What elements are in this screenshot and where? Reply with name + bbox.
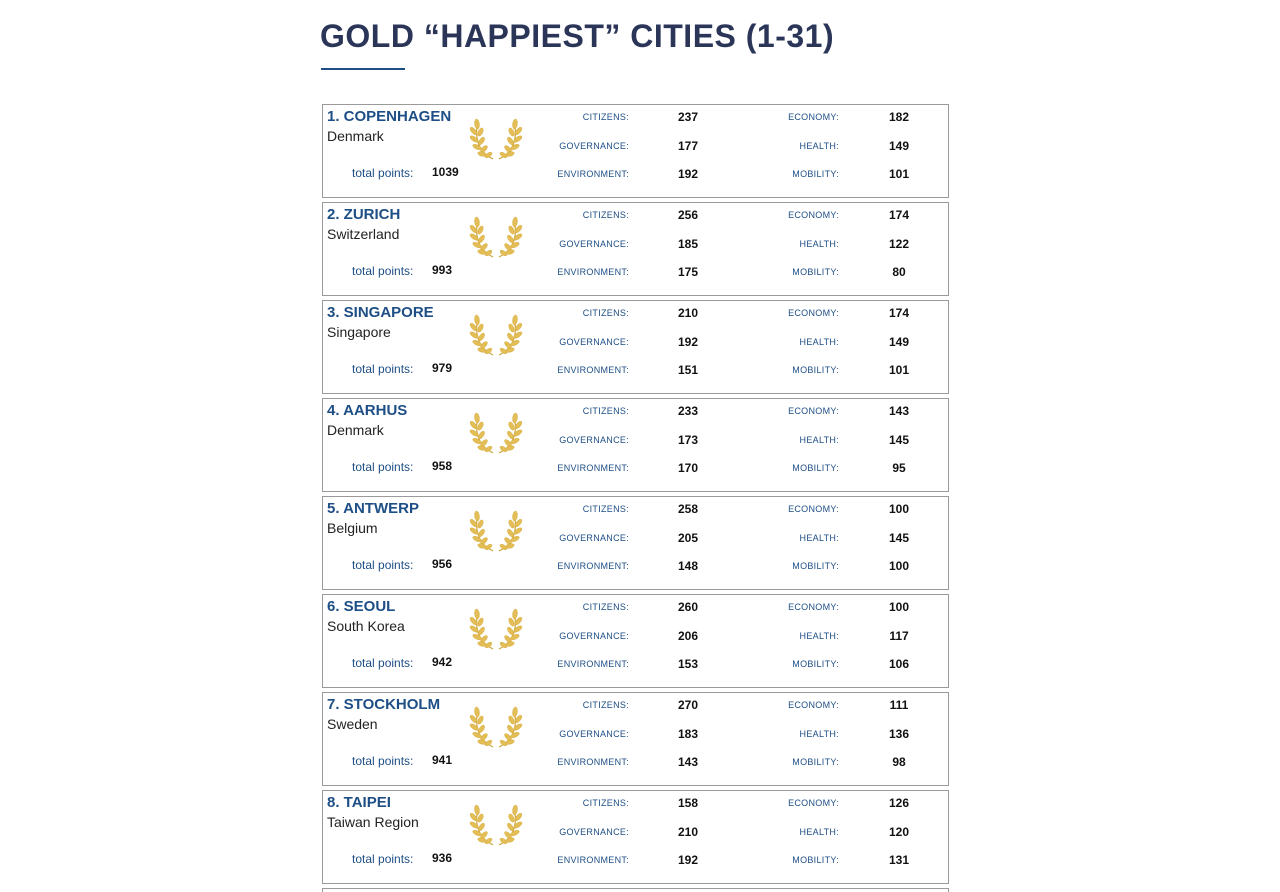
city-name: 1. COPENHAGEN bbox=[327, 108, 452, 125]
environment-value: 153 bbox=[677, 657, 699, 671]
mobility-label: MOBILITY: bbox=[792, 659, 839, 669]
economy-label: ECONOMY: bbox=[788, 700, 839, 710]
city-name: 8. TAIPEI bbox=[327, 794, 391, 811]
health-label: HEALTH: bbox=[799, 729, 839, 739]
laurel-wreath-icon bbox=[469, 309, 523, 357]
economy-value: 182 bbox=[888, 110, 910, 124]
environment-value: 175 bbox=[677, 265, 699, 279]
citizens-label: CITIZENS: bbox=[582, 700, 629, 710]
laurel-wreath-icon bbox=[469, 211, 523, 259]
laurel-wreath-icon bbox=[469, 701, 523, 749]
environment-value: 151 bbox=[677, 363, 699, 377]
health-value: 149 bbox=[888, 139, 910, 153]
total-points-value: 936 bbox=[432, 851, 453, 865]
city-card bbox=[322, 594, 949, 688]
health-label: HEALTH: bbox=[799, 435, 839, 445]
citizens-value: 237 bbox=[677, 110, 699, 124]
total-points-label: total points: bbox=[352, 558, 414, 572]
total-points-label: total points: bbox=[352, 166, 414, 180]
economy-label: ECONOMY: bbox=[788, 504, 839, 514]
citizens-value: 270 bbox=[677, 698, 699, 712]
economy-value: 143 bbox=[888, 404, 910, 418]
total-points-value: 956 bbox=[432, 557, 453, 571]
citizens-label: CITIZENS: bbox=[582, 798, 629, 808]
environment-label: ENVIRONMENT: bbox=[557, 659, 629, 669]
citizens-value: 260 bbox=[677, 600, 699, 614]
mobility-label: MOBILITY: bbox=[792, 561, 839, 571]
economy-value: 126 bbox=[888, 796, 910, 810]
governance-label: GOVERNANCE: bbox=[559, 533, 629, 543]
total-points-value: 958 bbox=[432, 459, 453, 473]
mobility-label: MOBILITY: bbox=[792, 463, 839, 473]
environment-label: ENVIRONMENT: bbox=[557, 365, 629, 375]
city-country: Switzerland bbox=[327, 226, 400, 242]
governance-label: GOVERNANCE: bbox=[559, 435, 629, 445]
mobility-value: 106 bbox=[888, 657, 910, 671]
health-value: 136 bbox=[888, 727, 910, 741]
economy-value: 174 bbox=[888, 306, 910, 320]
city-name: 5. ANTWERP bbox=[327, 500, 419, 517]
governance-value: 183 bbox=[677, 727, 699, 741]
city-card-partial bbox=[322, 888, 949, 892]
citizens-value: 158 bbox=[677, 796, 699, 810]
economy-value: 111 bbox=[889, 698, 909, 712]
citizens-label: CITIZENS: bbox=[582, 602, 629, 612]
total-points-value: 1039 bbox=[432, 165, 459, 179]
health-label: HEALTH: bbox=[799, 631, 839, 641]
citizens-value: 256 bbox=[677, 208, 699, 222]
laurel-wreath-icon bbox=[469, 799, 523, 847]
page-title: GOLD “HAPPIEST” CITIES (1-31) bbox=[320, 18, 835, 54]
economy-label: ECONOMY: bbox=[788, 308, 839, 318]
health-value: 145 bbox=[888, 433, 910, 447]
total-points-label: total points: bbox=[352, 852, 414, 866]
mobility-value: 101 bbox=[888, 167, 910, 181]
economy-value: 100 bbox=[888, 600, 910, 614]
environment-label: ENVIRONMENT: bbox=[557, 757, 629, 767]
economy-label: ECONOMY: bbox=[788, 112, 839, 122]
mobility-label: MOBILITY: bbox=[792, 757, 839, 767]
citizens-label: CITIZENS: bbox=[582, 308, 629, 318]
city-list bbox=[322, 104, 949, 888]
mobility-value: 100 bbox=[888, 559, 910, 573]
total-points-label: total points: bbox=[352, 460, 414, 474]
economy-label: ECONOMY: bbox=[788, 406, 839, 416]
mobility-value: 101 bbox=[888, 363, 910, 377]
health-label: HEALTH: bbox=[799, 141, 839, 151]
citizens-value: 258 bbox=[677, 502, 699, 516]
governance-label: GOVERNANCE: bbox=[559, 631, 629, 641]
environment-label: ENVIRONMENT: bbox=[557, 463, 629, 473]
mobility-label: MOBILITY: bbox=[792, 365, 839, 375]
title-underline bbox=[321, 68, 405, 70]
health-value: 120 bbox=[888, 825, 910, 839]
laurel-wreath-icon bbox=[469, 407, 523, 455]
mobility-label: MOBILITY: bbox=[792, 267, 839, 277]
health-value: 149 bbox=[888, 335, 910, 349]
mobility-value: 98 bbox=[892, 755, 906, 769]
city-name: 7. STOCKHOLM bbox=[327, 696, 441, 713]
environment-value: 148 bbox=[677, 559, 699, 573]
citizens-label: CITIZENS: bbox=[582, 406, 629, 416]
environment-value: 170 bbox=[677, 461, 699, 475]
city-country: Singapore bbox=[327, 324, 391, 340]
economy-value: 100 bbox=[888, 502, 910, 516]
citizens-value: 233 bbox=[677, 404, 699, 418]
environment-label: ENVIRONMENT: bbox=[557, 561, 629, 571]
total-points-value: 942 bbox=[432, 655, 453, 669]
city-country: South Korea bbox=[327, 618, 405, 634]
city-card bbox=[322, 692, 949, 786]
environment-label: ENVIRONMENT: bbox=[557, 855, 629, 865]
city-name: 3. SINGAPORE bbox=[327, 304, 434, 321]
health-value: 145 bbox=[888, 531, 910, 545]
governance-value: 177 bbox=[677, 139, 699, 153]
mobility-label: MOBILITY: bbox=[792, 169, 839, 179]
governance-value: 185 bbox=[677, 237, 699, 251]
governance-value: 192 bbox=[677, 335, 699, 349]
total-points-label: total points: bbox=[352, 656, 414, 670]
city-country: Belgium bbox=[327, 520, 378, 536]
health-label: HEALTH: bbox=[799, 239, 839, 249]
total-points-label: total points: bbox=[352, 264, 414, 278]
health-value: 122 bbox=[888, 237, 910, 251]
environment-value: 192 bbox=[677, 167, 699, 181]
economy-label: ECONOMY: bbox=[788, 602, 839, 612]
mobility-value: 80 bbox=[892, 265, 906, 279]
governance-value: 206 bbox=[677, 629, 699, 643]
governance-value: 173 bbox=[677, 433, 699, 447]
citizens-label: CITIZENS: bbox=[582, 504, 629, 514]
governance-value: 205 bbox=[677, 531, 699, 545]
health-label: HEALTH: bbox=[799, 533, 839, 543]
city-card bbox=[322, 104, 949, 198]
economy-label: ECONOMY: bbox=[788, 210, 839, 220]
total-points-label: total points: bbox=[352, 754, 414, 768]
city-name: 6. SEOUL bbox=[327, 598, 396, 615]
economy-label: ECONOMY: bbox=[788, 798, 839, 808]
mobility-value: 95 bbox=[892, 461, 906, 475]
total-points-value: 993 bbox=[432, 263, 453, 277]
citizens-label: CITIZENS: bbox=[582, 210, 629, 220]
city-country: Sweden bbox=[327, 716, 378, 732]
governance-label: GOVERNANCE: bbox=[559, 337, 629, 347]
city-card bbox=[322, 300, 949, 394]
environment-label: ENVIRONMENT: bbox=[557, 169, 629, 179]
mobility-value: 131 bbox=[888, 853, 910, 867]
city-card bbox=[322, 398, 949, 492]
governance-value: 210 bbox=[677, 825, 699, 839]
economy-value: 174 bbox=[888, 208, 910, 222]
governance-label: GOVERNANCE: bbox=[559, 141, 629, 151]
health-value: 117 bbox=[889, 629, 909, 643]
city-card bbox=[322, 790, 949, 884]
health-label: HEALTH: bbox=[799, 827, 839, 837]
citizens-value: 210 bbox=[677, 306, 699, 320]
laurel-wreath-icon bbox=[469, 505, 523, 553]
city-card bbox=[322, 496, 949, 590]
city-country: Taiwan Region bbox=[327, 814, 419, 830]
environment-value: 143 bbox=[677, 755, 699, 769]
laurel-wreath-icon bbox=[469, 113, 523, 161]
environment-value: 192 bbox=[677, 853, 699, 867]
total-points-value: 941 bbox=[432, 753, 453, 767]
governance-label: GOVERNANCE: bbox=[559, 729, 629, 739]
city-name: 2. ZURICH bbox=[327, 206, 401, 223]
health-label: HEALTH: bbox=[799, 337, 839, 347]
citizens-label: CITIZENS: bbox=[582, 112, 629, 122]
total-points-value: 979 bbox=[432, 361, 453, 375]
city-country: Denmark bbox=[327, 128, 384, 144]
laurel-wreath-icon bbox=[469, 603, 523, 651]
governance-label: GOVERNANCE: bbox=[559, 239, 629, 249]
city-name: 4. AARHUS bbox=[327, 402, 408, 419]
environment-label: ENVIRONMENT: bbox=[557, 267, 629, 277]
mobility-label: MOBILITY: bbox=[792, 855, 839, 865]
city-country: Denmark bbox=[327, 422, 384, 438]
city-card bbox=[322, 202, 949, 296]
total-points-label: total points: bbox=[352, 362, 414, 376]
governance-label: GOVERNANCE: bbox=[559, 827, 629, 837]
